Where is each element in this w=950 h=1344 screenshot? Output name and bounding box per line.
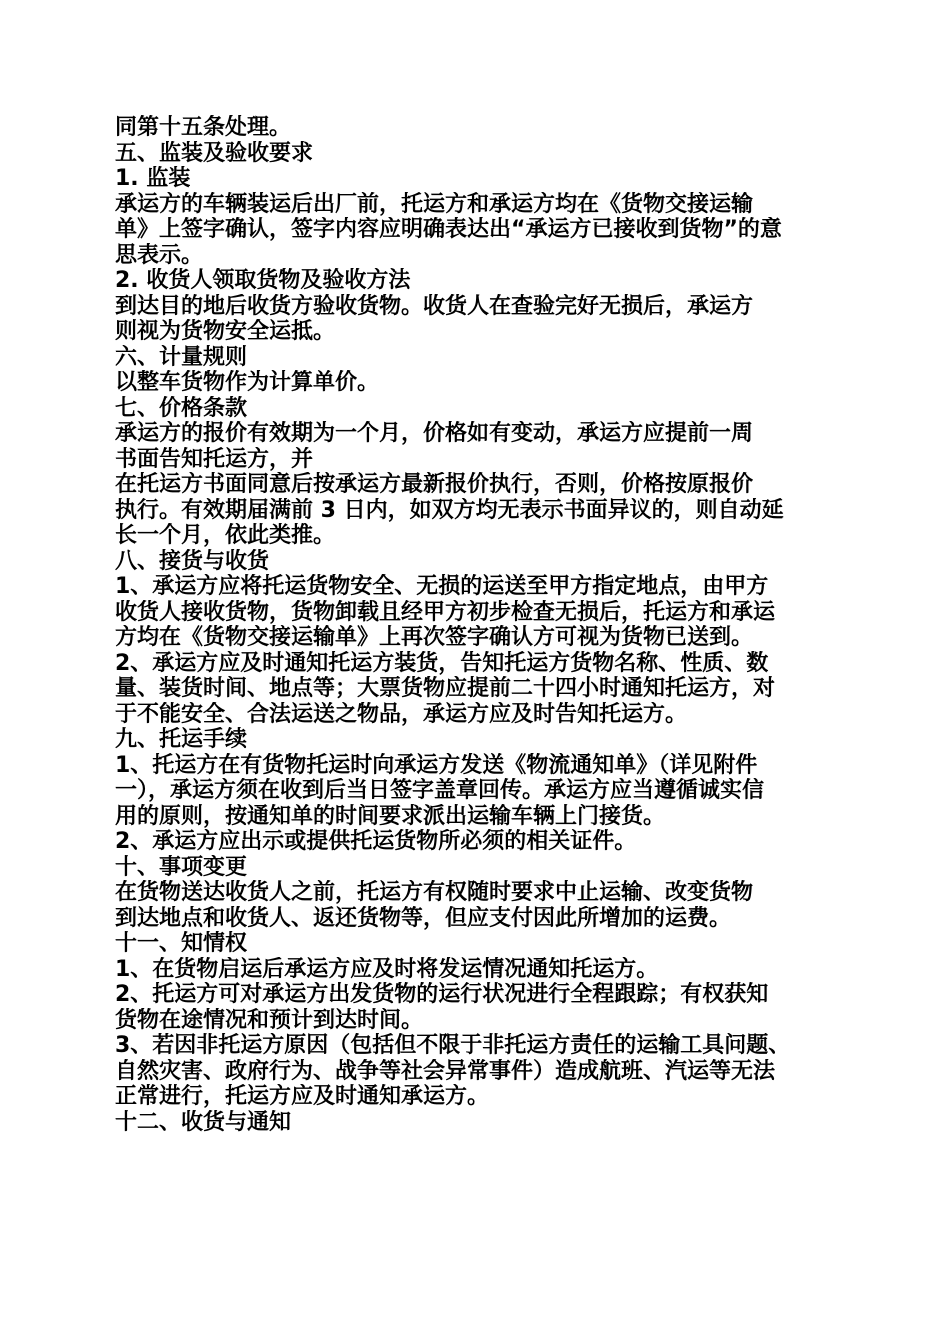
text-line: 2、承运方应及时通知托运方装货，告知托运方货物名称、性质、数 (115, 650, 769, 676)
section-heading: 十二、收货与通知 (115, 1109, 292, 1135)
text-line: 1、托运方在有货物托运时向承运方发送《物流通知单》（详见附件 (115, 752, 758, 778)
text-line: 用的原则，按通知单的时间要求派出运输车辆上门接货。 (115, 803, 666, 829)
text-line: 到达目的地后收货方验收货物。收货人在查验完好无损后，承运方 (115, 293, 754, 319)
section-heading: 五、监装及验收要求 (115, 140, 314, 166)
subsection-heading: 2. 收货人领取货物及验收方法 (115, 268, 411, 293)
text-line: 1、在货物启运后承运方应及时将发运情况通知托运方。 (115, 956, 659, 982)
text-line: 1、承运方应将托运货物安全、无损的运送至甲方指定地点，由甲方 (115, 574, 769, 599)
text-line: 正常进行，托运方应及时通知承运方。 (115, 1084, 490, 1109)
text-line: 2、承运方应出示或提供托运货物所必须的相关证件。 (115, 829, 637, 854)
section-heading: 十一、知情权 (115, 931, 248, 956)
text-line: 3、若因非托运方原因（包括但不限于非托运方责任的运输工具问题、 (115, 1033, 791, 1058)
text-line: 自然灾害、政府行为、战争等社会异常事件）造成航班、汽运等无法 (115, 1058, 776, 1084)
text-line: 同第十五条处理。 (115, 115, 292, 140)
text-line: 一），承运方须在收到后当日签字盖章回传。承运方应当遵循诚实信 (115, 778, 765, 803)
section-heading: 八、接货与收货 (115, 548, 270, 574)
text-line: 以整车货物作为计算单价。 (115, 370, 380, 395)
text-line: 思表示。 (115, 242, 204, 268)
text-line: 承运方的车辆装运后出厂前，托运方和承运方均在《货物交接运输 (115, 191, 754, 217)
section-heading: 九、托运手续 (115, 727, 248, 752)
document-body (115, 115, 840, 1135)
text-line: 到达地点和收货人、返还货物等，但应支付因此所增加的运费。 (115, 905, 732, 931)
section-heading: 六、计量规则 (115, 344, 248, 370)
text-line: 在托运方书面同意后按承运方最新报价执行，否则，价格按原报价 (115, 472, 754, 497)
text-line: 执行。有效期届满前 3 日内，如双方均无表示书面异议的，则自动延 (115, 497, 784, 523)
section-heading: 十、事项变更 (115, 854, 248, 880)
text-line: 量、装货时间、地点等；大票货物应提前二十四小时通知托运方，对 (115, 676, 776, 701)
text-line: 在货物送达收货人之前，托运方有权随时要求中止运输、改变货物 (115, 880, 754, 905)
text-line: 于不能安全、合法运送之物品，承运方应及时告知托运方。 (115, 701, 688, 727)
text-line: 货物在途情况和预计到达时间。 (115, 1007, 424, 1033)
section-heading: 七、价格条款 (115, 395, 248, 421)
text-line: 书面告知托运方，并 (115, 446, 314, 472)
text-line: 2、托运方可对承运方出发货物的运行状况进行全程跟踪；有权获知 (115, 982, 769, 1007)
text-line: 承运方的报价有效期为一个月，价格如有变动，承运方应提前一周 (115, 421, 754, 446)
text-line: 单》上签字确认，签字内容应明确表达出“承运方已接收到货物”的意 (115, 217, 782, 242)
text-line: 收货人接收货物，货物卸载且经甲方初步检查无损后，托运方和承运 (115, 599, 776, 625)
text-line: 方均在《货物交接运输单》上再次签字确认方可视为货物已送到。 (115, 625, 754, 650)
text-line: 则视为货物安全运抵。 (115, 319, 336, 344)
text-line: 长一个月，依此类推。 (115, 523, 336, 548)
subsection-heading: 1. 监装 (115, 166, 191, 191)
